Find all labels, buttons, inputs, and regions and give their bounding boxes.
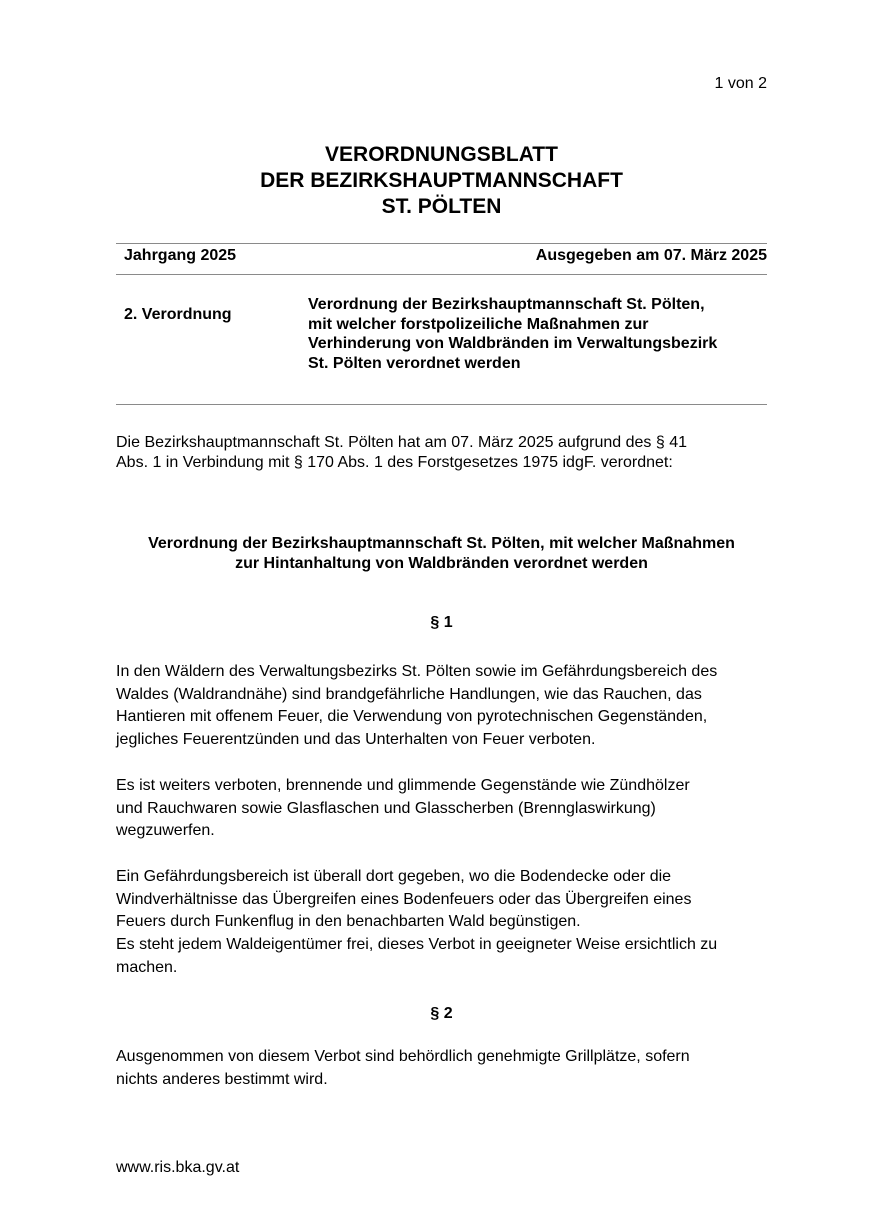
ordinance-title-line: St. Pölten verordnet werden: [308, 354, 521, 372]
paragraph-line: Hantieren mit offenem Feuer, die Verwendung von pyrotechnischen Gegenständen,: [116, 708, 708, 726]
section-1-paragraph-3: [116, 866, 786, 980]
paragraph-line: Es steht jedem Waldeigentümer frei, dieses Verbot in geeigneter Weise ersichtlich zu: [116, 936, 718, 954]
paragraph-line: wegzuwerfen.: [116, 822, 215, 840]
section-2-paragraph-1: [116, 1046, 786, 1091]
divider: [116, 243, 767, 244]
issue-date: Ausgegeben am 07. März 2025: [535, 247, 767, 264]
paragraph-line: und Rauchwaren sowie Glasflaschen und Glasscherben (Brennglaswirkung): [116, 799, 656, 817]
ordinance-title: [308, 295, 778, 373]
section-mark-2: § 2: [430, 1005, 453, 1022]
paragraph-line: machen.: [116, 958, 178, 976]
page-number: 1 von 2: [714, 75, 767, 92]
ordinance-heading: [116, 534, 767, 574]
title-line: VERORDNUNGSBLATT: [325, 143, 558, 166]
section-1-paragraph-2: [116, 775, 786, 843]
preamble: [116, 433, 786, 473]
heading-line: Verordnung der Bezirkshauptmannschaft St. Pölten, mit welcher Maßnahmen: [148, 535, 735, 552]
paragraph-line: Ein Gefährdungsbereich ist überall dort gegeben, wo die Bodendecke oder die: [116, 868, 672, 885]
paragraph-line: Windverhältnisse das Übergreifen eines Bodenfeuers oder das Übergreifen eines: [116, 890, 692, 908]
preamble-line: Abs. 1 in Verbindung mit § 170 Abs. 1 des Forstgesetzes 1975 idgF. verordnet:: [116, 454, 673, 471]
divider: [116, 274, 767, 275]
paragraph-line: jegliches Feuerentzünden und das Unterhalten von Feuer verboten.: [116, 731, 596, 749]
paragraph-line: Feuers durch Funkenflug in den benachbarten Wald begünstigen.: [116, 913, 581, 931]
paragraph-line: Ausgenommen von diesem Verbot sind behördlich genehmigte Grillplätze, sofern: [116, 1048, 690, 1065]
section-1-paragraph-1: [116, 661, 786, 752]
ordinance-title-line: mit welcher forstpolizeiliche Maßnahmen zur: [308, 315, 649, 333]
heading-line: zur Hintanhaltung von Waldbränden verordnet werden: [235, 555, 648, 572]
ordinance-title-line: Verhinderung von Waldbränden im Verwaltungsbezirk: [308, 335, 718, 352]
section-mark-1: § 1: [430, 614, 453, 631]
paragraph-line: Es ist weiters verboten, brennende und glimmende Gegenstände wie Zündhölzer: [116, 777, 690, 794]
volume-label: Jahrgang 2025: [124, 247, 237, 264]
ordinance-title-line: Verordnung der Bezirkshauptmannschaft St. Pölten,: [308, 296, 705, 313]
preamble-line: Die Bezirkshauptmannschaft St. Pölten hat am 07. März 2025 aufgrund des § 41: [116, 434, 687, 451]
document-title: [116, 142, 767, 220]
divider: [116, 404, 767, 405]
ordinance-number: 2. Verordnung: [124, 306, 232, 323]
title-line: ST. PÖLTEN: [381, 195, 502, 218]
footer-url: www.ris.bka.gv.at: [116, 1159, 240, 1176]
paragraph-line: nichts anderes bestimmt wird.: [116, 1070, 328, 1088]
paragraph-line: Waldes (Waldrandnähe) sind brandgefährliche Handlungen, wie das Rauchen, das: [116, 685, 702, 703]
title-line: DER BEZIRKSHAUPTMANNSCHAFT: [260, 169, 623, 192]
paragraph-line: In den Wäldern des Verwaltungsbezirks St. Pölten sowie im Gefährdungsbereich des: [116, 663, 718, 680]
